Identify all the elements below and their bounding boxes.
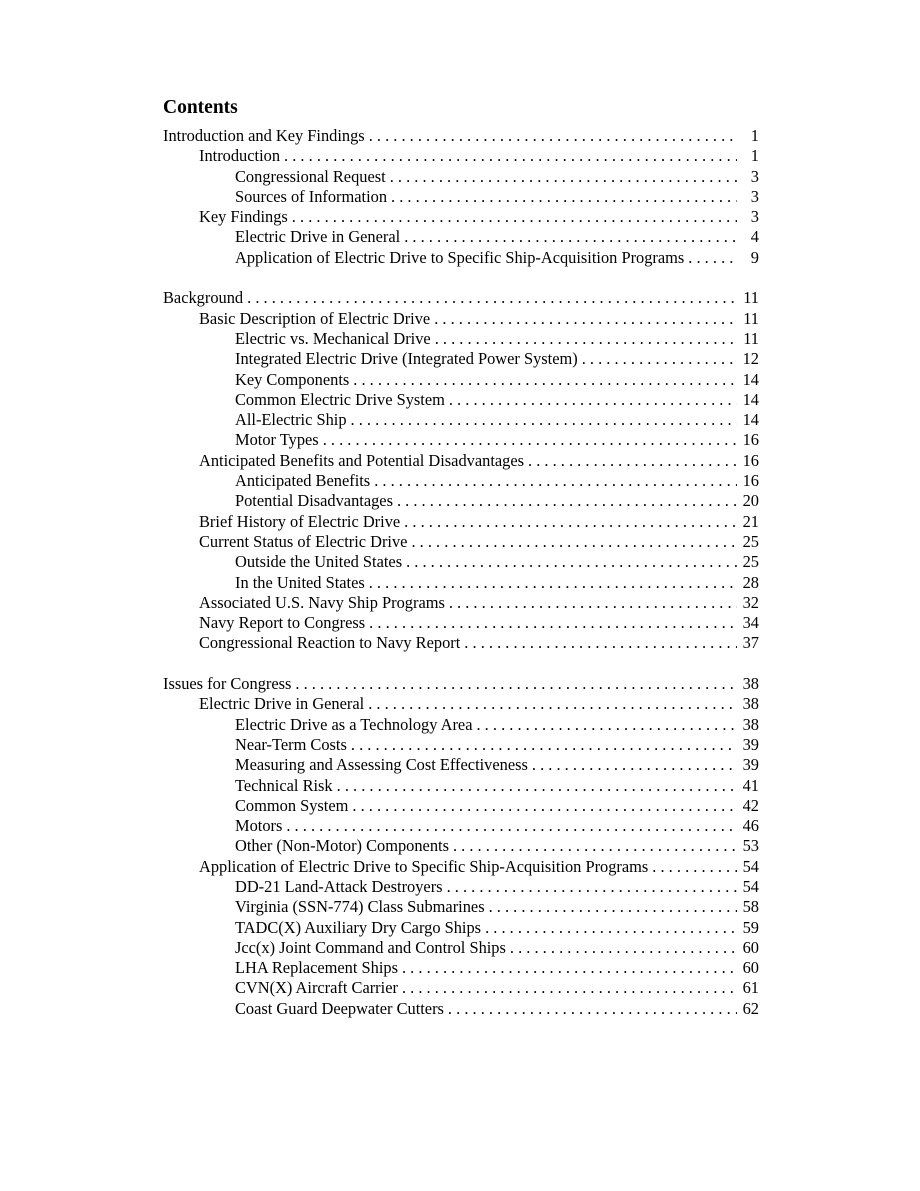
toc-entry[interactable]: [163, 958, 759, 978]
toc-entry[interactable]: [163, 573, 759, 593]
toc-entry-page-number: 34: [742, 613, 759, 633]
toc-entry[interactable]: [163, 755, 759, 775]
toc-entry-title: Congressional Reaction to Navy Report: [199, 633, 461, 653]
table-of-contents: [163, 126, 759, 1019]
toc-entry-page-number: 25: [742, 552, 759, 572]
toc-entry-page-number: 20: [742, 491, 759, 511]
toc-entry[interactable]: [163, 288, 759, 308]
toc-entry-page-number: 1: [750, 146, 759, 166]
dot-leader: [485, 918, 737, 938]
dot-leader: [447, 877, 737, 897]
toc-entry-page-number: 11: [743, 288, 759, 308]
toc-entry[interactable]: [163, 999, 759, 1019]
dot-leader: [448, 999, 737, 1019]
toc-entry[interactable]: [163, 167, 759, 187]
dot-leader: [464, 633, 737, 653]
toc-entry-page-number: 4: [750, 227, 759, 247]
toc-entry-page-number: 46: [742, 816, 759, 836]
toc-entry[interactable]: [163, 796, 759, 816]
dot-leader: [351, 410, 737, 430]
toc-entry[interactable]: [163, 715, 759, 735]
toc-entry[interactable]: [163, 836, 759, 856]
toc-entry-page-number: 42: [742, 795, 759, 815]
toc-entry[interactable]: [163, 430, 759, 450]
toc-entry-page-number: 3: [750, 186, 759, 206]
dot-leader: [351, 735, 737, 755]
dot-leader: [374, 471, 737, 491]
toc-entry-title: Virginia (SSN-774) Class Submarines: [235, 897, 485, 917]
toc-entry-title: Brief History of Electric Drive: [199, 511, 401, 531]
toc-entry-title: Issues for Congress: [163, 674, 292, 694]
toc-entry-page-number: 54: [742, 856, 759, 876]
toc-entry-page-number: 60: [742, 937, 759, 957]
toc-entry-title: Outside the United States: [235, 552, 403, 572]
toc-entry-page-number: 14: [742, 410, 759, 430]
toc-entry[interactable]: [163, 126, 759, 146]
toc-entry-page-number: 16: [742, 430, 759, 450]
toc-entry-title: Anticipated Benefits and Potential Disadvantages: [199, 450, 524, 470]
toc-entry-title: Introduction and Key Findings: [163, 126, 365, 145]
toc-entry[interactable]: [163, 816, 759, 836]
dot-leader: [404, 512, 737, 532]
toc-entry[interactable]: [163, 471, 759, 491]
toc-entry-title: Electric Drive as a Technology Area: [235, 714, 473, 734]
dot-leader: [368, 694, 737, 714]
toc-entry-title: Congressional Request: [235, 166, 386, 186]
toc-entry-page-number: 9: [750, 247, 759, 267]
dot-leader: [449, 390, 737, 410]
dot-leader: [247, 288, 737, 308]
toc-entry-title: Electric Drive in General: [199, 694, 365, 714]
dot-leader: [353, 370, 737, 390]
toc-entry-page-number: 59: [742, 917, 759, 937]
toc-entry-title: Key Components: [235, 369, 350, 389]
toc-entry-title: In the United States: [235, 572, 365, 592]
dot-leader: [397, 491, 737, 511]
toc-entry-page-number: 62: [742, 998, 759, 1018]
toc-entry[interactable]: [163, 674, 759, 694]
toc-entry-title: Electric vs. Mechanical Drive: [235, 328, 431, 348]
dot-leader: [434, 309, 737, 329]
toc-entry-title: Electric Drive in General: [235, 227, 401, 247]
toc-entry-page-number: 1: [750, 126, 759, 145]
toc-entry-title: Integrated Electric Drive (Integrated Power System): [235, 349, 578, 369]
toc-entry-title: Near-Term Costs: [235, 734, 347, 754]
toc-entry[interactable]: [163, 309, 759, 329]
toc-entry[interactable]: [163, 491, 759, 511]
toc-entry[interactable]: [163, 248, 759, 268]
toc-entry-title: Technical Risk: [235, 775, 333, 795]
dot-leader: [352, 796, 737, 816]
toc-entry-page-number: 38: [742, 694, 759, 714]
toc-entry[interactable]: [163, 877, 759, 897]
toc-entry[interactable]: [163, 938, 759, 958]
dot-leader: [476, 715, 737, 735]
toc-entry[interactable]: [163, 978, 759, 998]
toc-entry-title: Anticipated Benefits: [235, 471, 371, 491]
toc-entry-page-number: 3: [750, 166, 759, 186]
dot-leader: [582, 349, 737, 369]
toc-entry[interactable]: [163, 532, 759, 552]
toc-entry-title: Measuring and Assessing Cost Effectiveness: [235, 755, 528, 775]
toc-entry-title: DD-21 Land-Attack Destroyers: [235, 876, 443, 896]
toc-entry-title: Associated U.S. Navy Ship Programs: [199, 592, 445, 612]
toc-entry[interactable]: [163, 187, 759, 207]
toc-entry[interactable]: [163, 410, 759, 430]
dot-leader: [449, 593, 737, 613]
toc-entry-page-number: 25: [742, 531, 759, 551]
toc-entry-page-number: 16: [742, 471, 759, 491]
toc-entry-title: Coast Guard Deepwater Cutters: [235, 998, 444, 1018]
dot-leader: [489, 897, 737, 917]
dot-leader: [453, 836, 737, 856]
toc-entry[interactable]: [163, 390, 759, 410]
toc-section: [163, 674, 759, 1019]
toc-entry[interactable]: [163, 146, 759, 166]
toc-entry-page-number: 11: [743, 308, 759, 328]
toc-entry-page-number: 12: [742, 349, 759, 369]
toc-entry-page-number: 28: [742, 572, 759, 592]
toc-entry-page-number: 37: [742, 633, 759, 653]
toc-entry-page-number: 3: [750, 207, 759, 227]
toc-entry-page-number: 11: [743, 328, 759, 348]
toc-section: [163, 126, 759, 268]
dot-leader: [337, 776, 737, 796]
toc-entry[interactable]: [163, 552, 759, 572]
toc-entry-title: Key Findings: [199, 207, 288, 227]
toc-entry-page-number: 14: [742, 369, 759, 389]
dot-leader: [402, 978, 737, 998]
toc-entry-page-number: 16: [742, 450, 759, 470]
toc-entry-title: Sources of Information: [235, 186, 388, 206]
toc-entry-page-number: 14: [742, 389, 759, 409]
dot-leader: [391, 187, 737, 207]
toc-entry-title: Other (Non-Motor) Components: [235, 836, 449, 856]
toc-entry[interactable]: [163, 349, 759, 369]
toc-entry-title: Potential Disadvantages: [235, 491, 393, 511]
toc-entry-title: Motors: [235, 816, 283, 836]
dot-leader: [369, 573, 737, 593]
dot-leader: [295, 674, 737, 694]
toc-entry[interactable]: [163, 694, 759, 714]
toc-entry-title: Application of Electric Drive to Specific Ship-Acquisition Programs: [235, 247, 685, 267]
toc-entry-page-number: 54: [742, 876, 759, 896]
dot-leader: [406, 552, 737, 572]
toc-entry-page-number: 21: [742, 511, 759, 531]
toc-entry-title: Background: [163, 288, 244, 308]
dot-leader: [292, 207, 737, 227]
toc-entry[interactable]: [163, 370, 759, 390]
toc-entry[interactable]: [163, 776, 759, 796]
toc-entry-page-number: 53: [742, 836, 759, 856]
toc-entry[interactable]: [163, 227, 759, 247]
toc-entry-page-number: 39: [742, 755, 759, 775]
dot-leader: [652, 857, 737, 877]
dot-leader: [402, 958, 737, 978]
toc-entry[interactable]: [163, 918, 759, 938]
dot-leader: [510, 938, 737, 958]
dot-leader: [323, 430, 737, 450]
toc-entry-title: Application of Electric Drive to Specific Ship-Acquisition Programs: [199, 856, 649, 876]
dot-leader: [411, 532, 737, 552]
toc-entry-page-number: 39: [742, 734, 759, 754]
toc-entry-title: Jcc(x) Joint Command and Control Ships: [235, 937, 506, 957]
toc-entry-title: All-Electric Ship: [235, 410, 347, 430]
toc-entry-title: Introduction: [199, 146, 281, 166]
toc-entry-title: Navy Report to Congress: [199, 613, 366, 633]
dot-leader: [528, 451, 737, 471]
toc-entry[interactable]: [163, 512, 759, 532]
toc-entry-page-number: 61: [742, 978, 759, 998]
toc-entry-title: Current Status of Electric Drive: [199, 531, 408, 551]
toc-entry[interactable]: [163, 451, 759, 471]
page-title: Contents: [163, 97, 238, 119]
toc-entry-title: TADC(X) Auxiliary Dry Cargo Ships: [235, 917, 482, 937]
toc-entry[interactable]: [163, 207, 759, 227]
dot-leader: [404, 227, 737, 247]
toc-entry[interactable]: [163, 857, 759, 877]
dot-leader: [284, 146, 737, 166]
dot-leader: [390, 167, 737, 187]
toc-entry[interactable]: [163, 735, 759, 755]
dot-leader: [286, 816, 737, 836]
toc-entry-title: Common Electric Drive System: [235, 389, 445, 409]
toc-section: [163, 288, 759, 653]
toc-entry-page-number: 41: [742, 775, 759, 795]
toc-entry-page-number: 38: [742, 674, 759, 694]
toc-entry[interactable]: [163, 633, 759, 653]
toc-entry-title: Basic Description of Electric Drive: [199, 308, 431, 328]
dot-leader: [532, 755, 737, 775]
dot-leader: [369, 126, 737, 146]
toc-entry-title: Motor Types: [235, 430, 319, 450]
dot-leader: [688, 248, 737, 268]
toc-entry[interactable]: [163, 329, 759, 349]
toc-entry-title: Common System: [235, 795, 349, 815]
toc-entry[interactable]: [163, 897, 759, 917]
toc-entry-title: LHA Replacement Ships: [235, 958, 398, 978]
toc-entry-page-number: 60: [742, 958, 759, 978]
toc-entry-page-number: 58: [742, 897, 759, 917]
toc-entry-page-number: 38: [742, 714, 759, 734]
toc-entry[interactable]: [163, 613, 759, 633]
toc-entry-title: CVN(X) Aircraft Carrier: [235, 978, 398, 998]
dot-leader: [369, 613, 737, 633]
dot-leader: [435, 329, 737, 349]
toc-entry[interactable]: [163, 593, 759, 613]
toc-entry-page-number: 32: [742, 592, 759, 612]
